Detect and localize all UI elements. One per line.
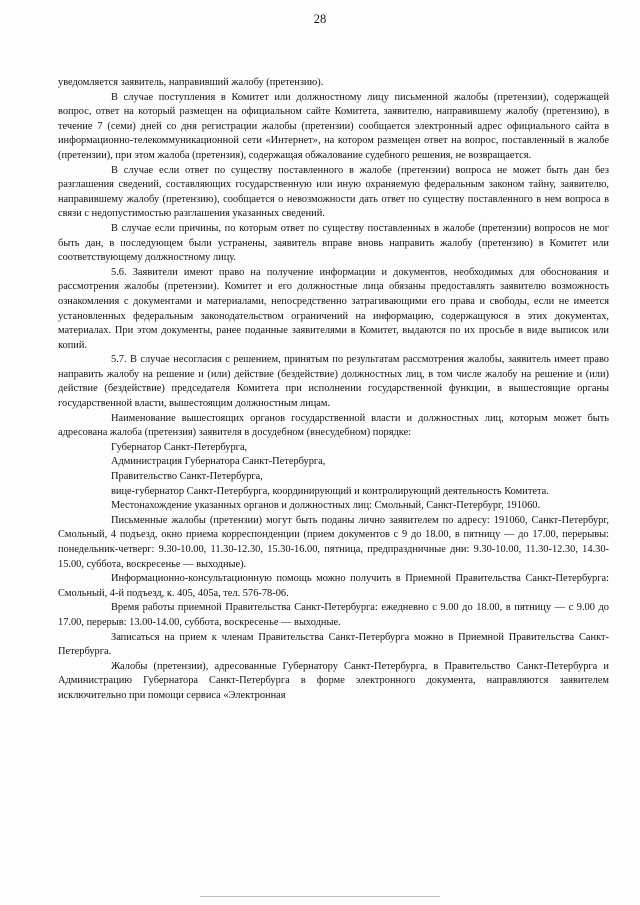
paragraph-written-complaints: Письменные жалобы (претензии) могут быть поданы лично заявителем по адресу: 191060, Санкт-Петербург, Смольный, 4 подъезд, окно приема корреспонденции (прием документов с 9 до 18.00, в пятницу — до 17.00, перерывы: понедельник-четверг: 9.30-10.00, 11.30-12.30, 15.30-16.00, пятница, предпраздничные дни: 9.30-10.00, 11.30-12.30, 14.30-15.00, суббота, воскресенье — выходные). bbox=[58, 514, 609, 570]
paragraph-website-answer: В случае поступления в Комитет или должностному лицу письменной жалобы (претензии), содержащей вопрос, ответ на который размещен на официальном сайте Комитета, заявителю, направившему жалобу (претензию), в течение 7 (семи) дней со дня регистрации жалобы (претензии) сообщается электронный адрес официального сайта в информационно-телекоммуникационной сети «Интернет», на котором размещен ответ на вопрос, поставленный в жалобе (претензии), при этом жалоба (претензия), содержащая обжалование судебного решения, не возвращается. bbox=[58, 91, 609, 161]
paragraph-5-6: 5.6. Заявители имеют право на получение информации и документов, необходимых для обоснования и рассмотрения жалобы (претензии). Комитет и его должностные лица обязаны предоставлять заявителю возможность ознакомления с документами и материалами, непосредственно затрагивающими его права и свободы, если не имеется установленных федеральным законодательством ограничений на информацию, содержащуюся в этих документах, материалах. При этом документы, ранее поданные заявителями в Комитет, выдаются по их просьбе в виде выписок или копий. bbox=[58, 266, 609, 351]
paragraph-location: Местонахождение указанных органов и должностных лиц: Смольный, Санкт-Петербург, 191060. bbox=[111, 500, 541, 512]
page-number: 28 bbox=[313, 12, 327, 26]
body-text bbox=[58, 76, 609, 704]
paragraph-5-7: 5.7. В случае несогласия с решением, принятым по результатам рассмотрения жалобы, заявитель имеет право направить жалобу на решение и (или) действие (бездействие) должностных лиц, в том числе жалобу на решение и (или) действие (бездействие) председателя Комитета при исполнении государственной функции, в вышестоящие органы государственной власти, вышестоящим должностным лицам. bbox=[58, 354, 609, 410]
paragraph-resubmission: В случае если причины, по которым ответ по существу поставленных в жалобе (претензии) вопросов не мог быть дан, в последующем были устранены, заявитель вправе вновь направить жалобу (претензию) в Комитет или соответствующему должностному лицу. bbox=[58, 222, 609, 264]
list-item-vice-governor: вице-губернатор Санкт-Петербурга, координирующий и контролирующий деятельность Комитета. bbox=[111, 485, 549, 497]
list-item-administration: Администрация Губернатора Санкт-Петербурга, bbox=[111, 456, 326, 468]
bottom-divider bbox=[200, 896, 440, 897]
paragraph-continuation: уведомляется заявитель, направивший жалобу (претензию). bbox=[58, 77, 324, 88]
list-item-government: Правительство Санкт-Петербурга, bbox=[111, 471, 263, 483]
list-item-governor: Губернатор Санкт-Петербурга, bbox=[111, 441, 248, 453]
paragraph-higher-authorities: Наименование вышестоящих органов государственной власти и должностных лиц, которым может быть адресована жалоба (претензия) заявителя в досудебном (внесудебном) порядке: bbox=[58, 412, 609, 439]
paragraph-appointment: Записаться на прием к членам Правительства Санкт-Петербурга можно в Приемной Правительства Санкт-Петербурга. bbox=[58, 631, 609, 658]
paragraph-state-secret: В случае если ответ по существу поставленного в жалобе (претензии) вопроса не может быть дан без разглашения сведений, составляющих государственную или иную охраняемую федеральным законом тайну, заявителю, направившему жалобу (претензию), сообщается о невозможности дать ответ по существу поставленного в нем вопроса в связи с недопустимостью разглашения указанных сведений. bbox=[58, 164, 609, 220]
paragraph-consultation: Информационно-консультационную помощь можно получить в Приемной Правительства Санкт-Петербурга: Смольный, 4-й подъезд, к. 405, 405а, тел. 576-78-06. bbox=[58, 573, 609, 599]
paragraph-working-hours: Время работы приемной Правительства Санкт-Петербурга: ежедневно с 9.00 до 18.00, в пятницу — с 9.00 до 17.00, перерыв: 13.00-14.00, суббота, воскресенье — выходные. bbox=[58, 602, 609, 628]
paragraph-electronic-complaints: Жалобы (претензии), адресованные Губернатору Санкт-Петербурга, в Правительство Санкт-Петербурга и Администрацию Губернатора Санкт-Петербурга в форме электронного документа, направляются заявителем исключительно при помощи сервиса «Электронная bbox=[58, 660, 609, 701]
